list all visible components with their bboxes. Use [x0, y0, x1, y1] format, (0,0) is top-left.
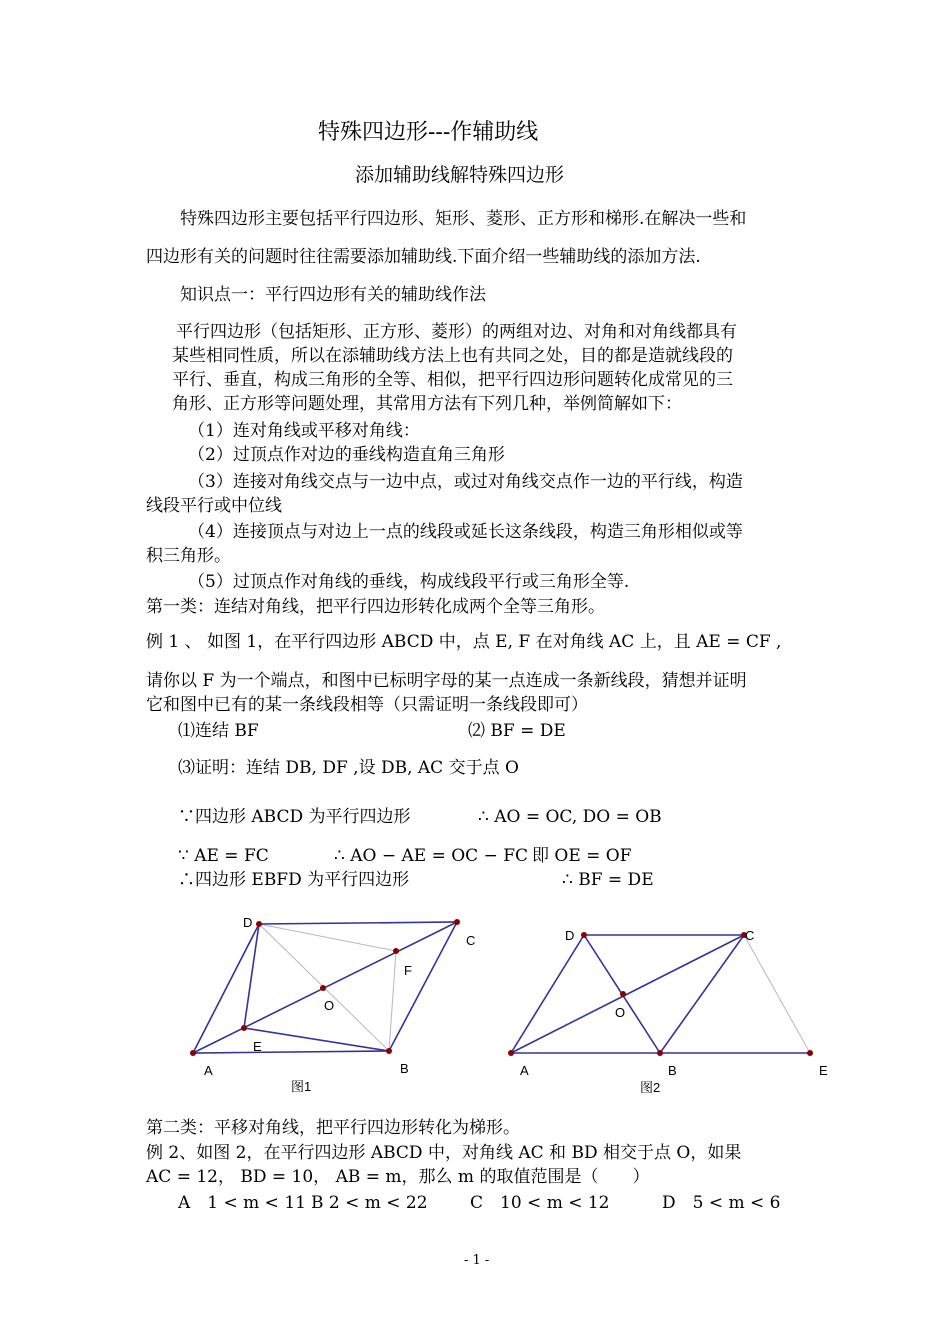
side-cb-line [660, 935, 744, 1053]
segment-eb-line [244, 1028, 389, 1051]
figure-2 [500, 920, 840, 1100]
segment-ce-line [744, 935, 810, 1053]
label-f: F [404, 963, 412, 978]
point-d [256, 921, 262, 927]
proof-line-2b: ∴ AO − AE = OC − FC [334, 846, 529, 866]
label-o: O [324, 998, 335, 1013]
step-2: ⑵ BF = DE [468, 721, 566, 741]
method-3a: （3）连接对角线交点与一边中点，或过对角线交点作一边的平行线，构造 [188, 472, 743, 492]
point-o [320, 985, 326, 991]
point-e [241, 1025, 247, 1031]
method-2: （2）过顶点作对边的垂线构造直角三角形 [188, 445, 505, 465]
para-line-4: 角形、正方形等问题处理，其常用方法有下列几种，举例简解如下： [172, 394, 682, 414]
method-3b: 线段平行或中位线 [146, 496, 282, 516]
method-4a: （4）连接顶点与对边上一点的线段或延长这条线段，构造三角形相似或等 [188, 522, 743, 542]
figure-1-thin-lines [259, 924, 396, 1051]
point-b [657, 1050, 663, 1056]
step-3: ⑶证明：连结 DB, DF ,设 DB, AC 交于点 O [178, 758, 519, 778]
label-b: B [400, 1061, 409, 1076]
label-o: O [615, 1005, 626, 1020]
segment-df-line [259, 924, 396, 951]
class-2-heading: 第二类：平移对角线，把平行四边形转化为梯形。 [146, 1118, 520, 1138]
example-2-line-2: AC = 12， BD = 10， AB = m，那么 m 的取值范围是（ ） [146, 1167, 650, 1187]
method-1: （1）连对角线或平移对角线： [188, 421, 420, 441]
option-d: D 5 < m < 6 [662, 1193, 781, 1213]
label-e: E [253, 1039, 262, 1054]
option-a: A 1 < m < 11 [178, 1193, 306, 1213]
class-1-heading: 第一类：连结对角线，把平行四边形转化成两个全等三角形。 [146, 597, 605, 617]
point-f [393, 948, 399, 954]
figure-2-caption: 图2 [640, 1080, 661, 1095]
intro-line-2: 四边形有关的问题时往往需要添加辅助线.下面介绍一些辅助线的添加方法. [146, 247, 701, 267]
segment-bf-line [389, 951, 396, 1051]
step-1: ⑴连结 BF [178, 721, 259, 741]
point-a [508, 1050, 514, 1056]
figure-1-caption: 图1 [291, 1079, 312, 1094]
point-d [581, 932, 587, 938]
proof-line-2a: ∵ AE = FC [178, 846, 269, 866]
point-a [190, 1050, 196, 1056]
point-e [807, 1050, 813, 1056]
point-b [386, 1048, 392, 1054]
page-subtitle: 添加辅助线解特殊四边形 [355, 164, 565, 186]
label-d: D [565, 928, 575, 943]
example-1-line-3: 它和图中已有的某一条线段相等（只需证明一条线段即可） [146, 695, 588, 715]
knowledge-point-heading: 知识点一：平行四边形有关的辅助线作法 [180, 285, 486, 305]
method-4b: 积三角形。 [146, 546, 231, 566]
figure-2-points [508, 932, 813, 1056]
label-a: A [204, 1063, 213, 1078]
para-line-2: 某些相同性质，所以在添辅助线方法上也有共同之处，目的都是造就线段的 [172, 346, 733, 366]
para-line-3: 平行、垂直，构成三角形的全等、相似，把平行四边形问题转化成常见的三 [172, 370, 733, 390]
intro-line-1: 特殊四边形主要包括平行四边形、矩形、菱形、正方形和梯形.在解决一些和 [180, 209, 747, 229]
example-2-line-1: 例 2、如图 2，在平行四边形 ABCD 中，对角线 AC 和 BD 相交于点 O，如果 [146, 1143, 742, 1163]
method-5: （5）过顶点作对角线的垂线，构成线段平行或三角形全等. [188, 572, 630, 592]
example-1-line-1: 例 1 、 如图 1，在平行四边形 ABCD 中，点 E, F 在对角线 AC 上，且 AE = CF , [146, 632, 782, 652]
option-c: C 10 < m < 12 [470, 1193, 610, 1213]
proof-line-2c: 即 OE = OF [532, 846, 632, 866]
para-line-1: 平行四边形（包括矩形、正方形、菱形）的两组对边、对角和对角线都具有 [176, 322, 737, 342]
label-c: C [745, 928, 755, 943]
label-e: E [819, 1063, 828, 1078]
page-number: - 1 - [464, 1253, 490, 1268]
label-c: C [466, 933, 476, 948]
proof-line-3a: ∴四边形 EBFD 为平行四边形 [178, 870, 410, 890]
figure-1 [180, 905, 500, 1100]
label-d: D [243, 915, 253, 930]
label-b: B [668, 1063, 677, 1078]
label-a: A [520, 1063, 529, 1078]
point-o [620, 991, 626, 997]
diagonal-ac-line [511, 935, 744, 1053]
proof-line-1b: ∴ AO = OC, DO = OB [478, 807, 662, 827]
proof-line-3b: ∴ BF = DE [562, 870, 654, 890]
figure-2-main-lines [511, 935, 810, 1053]
point-c [454, 919, 460, 925]
option-b: B 2 < m < 22 [311, 1193, 428, 1213]
page-title: 特殊四边形---作辅助线 [318, 120, 539, 145]
figure-1-points [190, 919, 460, 1056]
proof-line-1a: ∵四边形 ABCD 为平行四边形 [178, 807, 411, 827]
example-1-line-2: 请你以 F 为一个端点，和图中已标明字母的某一点连成一条新线段，猜想并证明 [146, 671, 747, 691]
